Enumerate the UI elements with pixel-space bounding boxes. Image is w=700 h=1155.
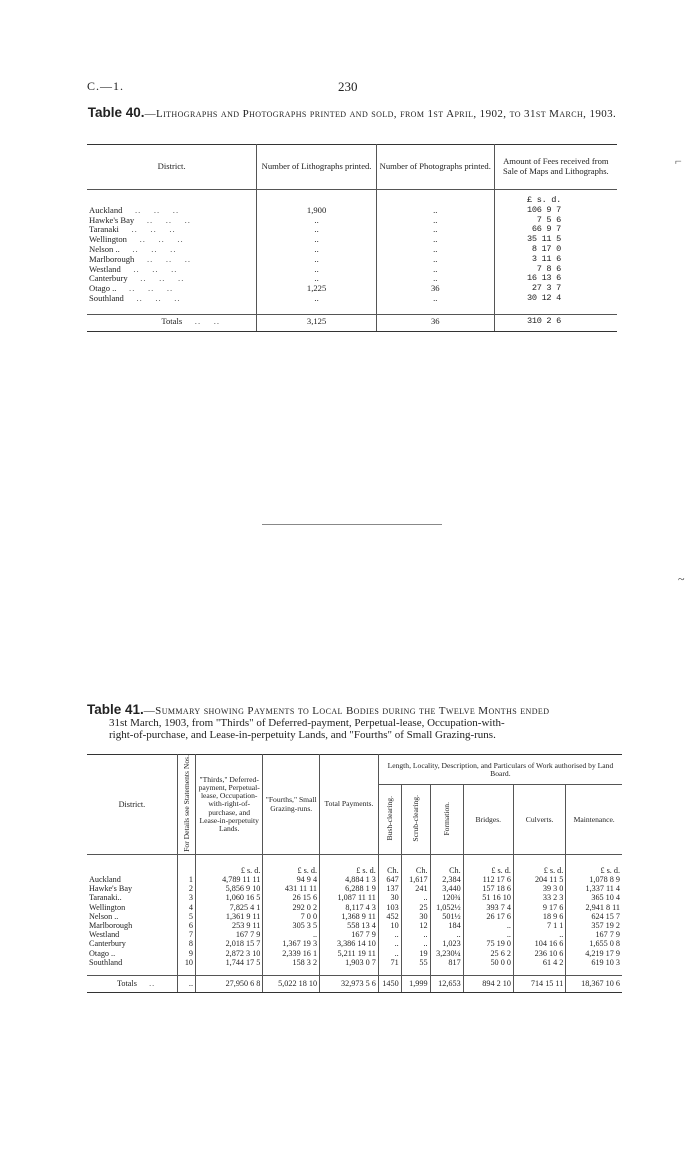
t41-total: 3,386 14 10	[320, 939, 379, 948]
t41-maint: 624 15 7	[566, 912, 622, 921]
t40-header-district: District.	[87, 145, 257, 190]
t40-fees: 8 17 0	[494, 245, 617, 255]
t40-header-photographs: Number of Photographs printed.	[376, 145, 494, 190]
t41-thirds: 253 9 11	[196, 921, 263, 930]
t41-header-total: Total Payments.	[320, 755, 379, 855]
t41-fourths: ..	[263, 930, 320, 939]
t41-row	[87, 949, 622, 958]
t40-fees: 35 11 5	[494, 235, 617, 245]
t41-total: 1,903 0 7	[320, 958, 379, 976]
t41-bridges: 50 0 0	[463, 958, 513, 976]
t41-bridges: 25 6 2	[463, 949, 513, 958]
t41-header-bush: Bush-clearing.	[378, 785, 401, 855]
t40-fees: 3 11 6	[494, 255, 617, 265]
t41-bush: 10	[378, 921, 401, 930]
t41-bridges: 157 18 6	[463, 884, 513, 893]
t41-bush: 71	[378, 958, 401, 976]
t41-header-maint: Maintenance.	[566, 785, 622, 855]
t40-totals-photo: 36	[376, 314, 494, 331]
t41-district: Otago ..	[89, 948, 116, 958]
t41-fourths: 1,367 19 3	[263, 939, 320, 948]
t41-formation: 2,384	[430, 875, 463, 884]
t41-district: Marlborough	[89, 921, 133, 931]
t41-fourths: 2,339 16 1	[263, 949, 320, 958]
t41-header-stmt: For Details see Statements Nos.	[177, 755, 195, 855]
t41-bush: 30	[378, 893, 401, 902]
t40-district: Auckland .. .. ..	[89, 204, 180, 215]
t41-units: £ s. d.	[320, 855, 379, 876]
t41-formation: 1,052½	[430, 903, 463, 912]
page-number: 230	[338, 79, 358, 94]
t41-totals-thirds: 27,950 6 8	[196, 976, 263, 993]
t41-header-district: District.	[87, 755, 177, 855]
t41-units: £ s. d.	[463, 855, 513, 876]
t41-bridges: ..	[463, 921, 513, 930]
t41-row	[87, 903, 622, 912]
t41-row	[87, 939, 622, 948]
t41-units: £ s. d.	[566, 855, 622, 876]
t41-totals-total: 32,973 5 6	[320, 976, 379, 993]
t41-thirds: 2,872 3 10	[196, 949, 263, 958]
t41-maint: 1,078 8 9	[566, 875, 622, 884]
t41-stmt-no: 4	[177, 903, 195, 912]
t40-photo: ..	[376, 265, 494, 275]
table40-label: Table 40.	[87, 105, 145, 120]
t40-district: Marlborough .. .. ..	[89, 253, 192, 264]
page-code: C.—1.	[87, 79, 125, 93]
t41-district: Southland	[89, 957, 123, 967]
t40-header-fees: Amount of Fees received from Sale of Maps and Lithographs.	[494, 145, 617, 190]
t41-district: Wellington	[89, 902, 126, 912]
t40-totals-fees: 310 2 6	[494, 314, 617, 331]
t41-fourths: 7 0 0	[263, 912, 320, 921]
t41-thirds: 1,361 9 11	[196, 912, 263, 921]
t41-fourths: 431 11 11	[263, 884, 320, 893]
t41-body	[87, 855, 622, 976]
t40-totals-row	[87, 314, 617, 331]
t41-row	[87, 875, 622, 884]
t41-stmt-no: 3	[177, 893, 195, 902]
t41-district: Hawke's Bay	[89, 884, 133, 894]
t40-litho: ..	[257, 265, 377, 275]
t41-totals-culverts: 714 15 11	[513, 976, 565, 993]
t41-scrub: 30	[401, 912, 430, 921]
t40-fees: 27 3 7	[494, 284, 617, 294]
t41-maint: 4,219 17 9	[566, 949, 622, 958]
t40-photo: ..	[376, 216, 494, 226]
t41-fourths: 158 3 2	[263, 958, 320, 976]
t40-units: £ s. d.	[494, 190, 617, 206]
t41-culverts: 18 9 6	[513, 912, 565, 921]
t40-fees: 7 8 6	[494, 265, 617, 275]
t41-thirds: 7,825 4 1	[196, 903, 263, 912]
t41-maint: 619 10 3	[566, 958, 622, 976]
t41-formation: 184	[430, 921, 463, 930]
t41-stmt-no: 5	[177, 912, 195, 921]
t41-stmt-no: 6	[177, 921, 195, 930]
t40-row	[87, 294, 617, 314]
t41-scrub: ..	[401, 939, 430, 948]
t41-units: £ s. d.	[196, 855, 263, 876]
t41-stmt-no: 7	[177, 930, 195, 939]
t41-formation: 3,230¼	[430, 949, 463, 958]
t41-stmt-no: 2	[177, 884, 195, 893]
t41-bridges: 51 16 10	[463, 893, 513, 902]
t41-district: Auckland	[89, 875, 121, 885]
t41-thirds: 167 7 9	[196, 930, 263, 939]
t41-maint: 167 7 9	[566, 930, 622, 939]
t40-litho: ..	[257, 225, 377, 235]
t41-row	[87, 884, 622, 893]
t40-district: Hawke's Bay .. .. ..	[89, 214, 191, 225]
t41-formation: 120¾	[430, 893, 463, 902]
t41-bush: 452	[378, 912, 401, 921]
t41-header-fourths: "Fourths," Small Grazing-runs.	[263, 755, 320, 855]
t41-bridges: ..	[463, 930, 513, 939]
t40-photo: ..	[376, 235, 494, 245]
t40-photo: 36	[376, 284, 494, 294]
t41-culverts: 9 17 6	[513, 903, 565, 912]
t40-totals-label: Totals .. ..	[87, 314, 257, 331]
table41-label: Table 41.	[87, 702, 144, 717]
t41-scrub: ..	[401, 893, 430, 902]
t41-units: £ s. d.	[513, 855, 565, 876]
t40-fees: 7 5 6	[494, 216, 617, 226]
t41-district: Taranaki..	[89, 893, 122, 903]
t41-totals-no: ..	[177, 976, 195, 993]
t41-bush: ..	[378, 949, 401, 958]
t40-district: Canterbury .. .. ..	[89, 273, 185, 284]
t41-bridges: 393 7 4	[463, 903, 513, 912]
t41-maint: 357 19 2	[566, 921, 622, 930]
t41-scrub: ..	[401, 930, 430, 939]
t40-litho: ..	[257, 255, 377, 265]
t41-header-bridges: Bridges.	[463, 785, 513, 855]
t41-units-ch: Ch.	[401, 855, 430, 876]
t40-litho: 1,225	[257, 284, 377, 294]
t40-fees: 66 9 7	[494, 225, 617, 235]
t41-district: Westland	[89, 930, 120, 940]
t41-row	[87, 893, 622, 902]
t41-scrub: 12	[401, 921, 430, 930]
t40-fees: 30 12 4	[494, 294, 617, 314]
t41-totals-formation: 12,653	[430, 976, 463, 993]
t40-body	[87, 190, 617, 315]
section-divider	[262, 524, 442, 525]
t41-maint: 365 10 4	[566, 893, 622, 902]
t41-units-row	[87, 855, 622, 876]
table40-title-text: —Lithographs and Photographs printed and sold, from 1st April, 1902, to 31st March, 1903.	[144, 108, 617, 120]
t41-total: 8,117 4 3	[320, 903, 379, 912]
t41-header-culverts: Culverts.	[513, 785, 565, 855]
t40-fees: 16 13 6	[494, 274, 617, 284]
t41-scrub: 25	[401, 903, 430, 912]
t41-row	[87, 930, 622, 939]
t41-bridges: 112 17 6	[463, 875, 513, 884]
t41-header-scrub: Scrub-clearing.	[401, 785, 430, 855]
t41-stmt-no: 9	[177, 949, 195, 958]
t41-row	[87, 921, 622, 930]
t41-header-thirds: "Thirds," Deferred-payment, Perpetual-lease, Occupation-with-right-of-purchase, and Lease-in-perpetuity Lands.	[196, 755, 263, 855]
t41-culverts: 104 16 6	[513, 939, 565, 948]
t41-total: 1,087 11 11	[320, 893, 379, 902]
t41-culverts: 236 10 6	[513, 949, 565, 958]
t41-district: Canterbury	[89, 939, 126, 949]
t40-district: Westland .. .. ..	[89, 263, 178, 274]
t41-stmt-no: 10	[177, 958, 195, 976]
t41-fourths: 94 9 4	[263, 875, 320, 884]
t41-culverts: 204 11 5	[513, 875, 565, 884]
t41-total: 1,368 9 11	[320, 912, 379, 921]
t40-fees: 106 9 7	[494, 206, 617, 216]
t41-scrub: 55	[401, 958, 430, 976]
t41-totals-row	[87, 976, 622, 993]
t40-district: Taranaki .. .. ..	[89, 224, 176, 235]
t41-formation: 817	[430, 958, 463, 976]
t40-litho: ..	[257, 245, 377, 255]
t41-formation: 501½	[430, 912, 463, 921]
t41-maint: 1,337 11 4	[566, 884, 622, 893]
t40-litho: ..	[257, 294, 377, 314]
t41-bush: 647	[378, 875, 401, 884]
t41-thirds: 5,856 9 10	[196, 884, 263, 893]
t40-district: Wellington .. .. ..	[89, 234, 184, 245]
table40	[87, 144, 617, 332]
t41-thirds: 1,060 16 5	[196, 893, 263, 902]
t41-total: 167 7 9	[320, 930, 379, 939]
t41-header-works: Length, Locality, Description, and Particulars of Work authorised by Land Board.	[378, 755, 622, 785]
t41-totals-bush: 1450	[378, 976, 401, 993]
t41-district: Nelson ..	[89, 911, 119, 921]
t41-total: 6,288 1 9	[320, 884, 379, 893]
t41-bush: ..	[378, 939, 401, 948]
margin-mark: ~	[678, 572, 685, 586]
t41-scrub: 241	[401, 884, 430, 893]
table41-title	[87, 704, 627, 741]
t40-photo: ..	[376, 255, 494, 265]
t41-thirds: 4,789 11 11	[196, 875, 263, 884]
table41-title-line3: right-of-purchase, and Lease-in-perpetuity Lands, and "Fourths" of Small Grazing-runs.	[109, 729, 496, 741]
t40-district: Otago .. .. .. ..	[89, 283, 174, 294]
t41-total: 5,211 19 11	[320, 949, 379, 958]
t41-total: 4,884 1 3	[320, 875, 379, 884]
t41-row	[87, 912, 622, 921]
t41-header-formation: Formation.	[430, 785, 463, 855]
t41-culverts: 7 1 1	[513, 921, 565, 930]
t41-bush: 103	[378, 903, 401, 912]
t41-totals-bridges: 894 2 10	[463, 976, 513, 993]
t40-header-lithographs: Number of Lithographs printed.	[257, 145, 377, 190]
t40-litho: ..	[257, 216, 377, 226]
t40-photo: ..	[376, 225, 494, 235]
t41-maint: 1,655 0 8	[566, 939, 622, 948]
t41-culverts: 61 4 2	[513, 958, 565, 976]
t41-thirds: 2,018 15 7	[196, 939, 263, 948]
table40-title	[87, 107, 617, 120]
table41-title-line2: 31st March, 1903, from "Thirds" of Deferred-payment, Perpetual-lease, Occupation-with-	[109, 717, 505, 729]
t41-stmt-no: 1	[177, 875, 195, 884]
t41-units-ch: Ch.	[378, 855, 401, 876]
t40-litho: ..	[257, 235, 377, 245]
t41-formation: 3,440	[430, 884, 463, 893]
t40-district: Southland .. .. ..	[89, 292, 181, 303]
t41-bridges: 75 19 0	[463, 939, 513, 948]
t40-totals-litho: 3,125	[257, 314, 377, 331]
t41-totals-scrub: 1,999	[401, 976, 430, 993]
t41-totals-label: Totals ..	[87, 976, 177, 993]
t41-bush: 137	[378, 884, 401, 893]
t41-stmt-no: 8	[177, 939, 195, 948]
t41-formation: 1,023	[430, 939, 463, 948]
t41-maint: 2,941 8 11	[566, 903, 622, 912]
t41-units-ch: Ch.	[430, 855, 463, 876]
t40-photo: ..	[376, 274, 494, 284]
t41-bush: ..	[378, 930, 401, 939]
t41-total: 558 13 4	[320, 921, 379, 930]
t41-row	[87, 958, 622, 976]
t40-district: Nelson .. .. .. ..	[89, 243, 177, 254]
t41-thirds: 1,744 17 5	[196, 958, 263, 976]
t40-photo: ..	[376, 206, 494, 216]
table41-title-line1: —Summary showing Payments to Local Bodies during the Twelve Months ended	[143, 705, 550, 717]
t41-fourths: 305 3 5	[263, 921, 320, 930]
t40-litho: ..	[257, 274, 377, 284]
t41-bridges: 26 17 6	[463, 912, 513, 921]
t41-fourths: 292 0 2	[263, 903, 320, 912]
t40-photo: ..	[376, 294, 494, 314]
t41-units: £ s. d.	[263, 855, 320, 876]
t41-culverts: ..	[513, 930, 565, 939]
t41-formation: ..	[430, 930, 463, 939]
margin-mark: ⌐	[675, 154, 682, 168]
t40-litho: 1,900	[257, 206, 377, 216]
t41-totals-maint: 18,367 10 6	[566, 976, 622, 993]
t41-totals-fourths: 5,022 18 10	[263, 976, 320, 993]
t41-scrub: 1,617	[401, 875, 430, 884]
t41-culverts: 33 2 3	[513, 893, 565, 902]
t40-photo: ..	[376, 245, 494, 255]
t41-fourths: 26 15 6	[263, 893, 320, 902]
t41-culverts: 39 3 0	[513, 884, 565, 893]
table41	[87, 754, 622, 993]
t41-scrub: 19	[401, 949, 430, 958]
